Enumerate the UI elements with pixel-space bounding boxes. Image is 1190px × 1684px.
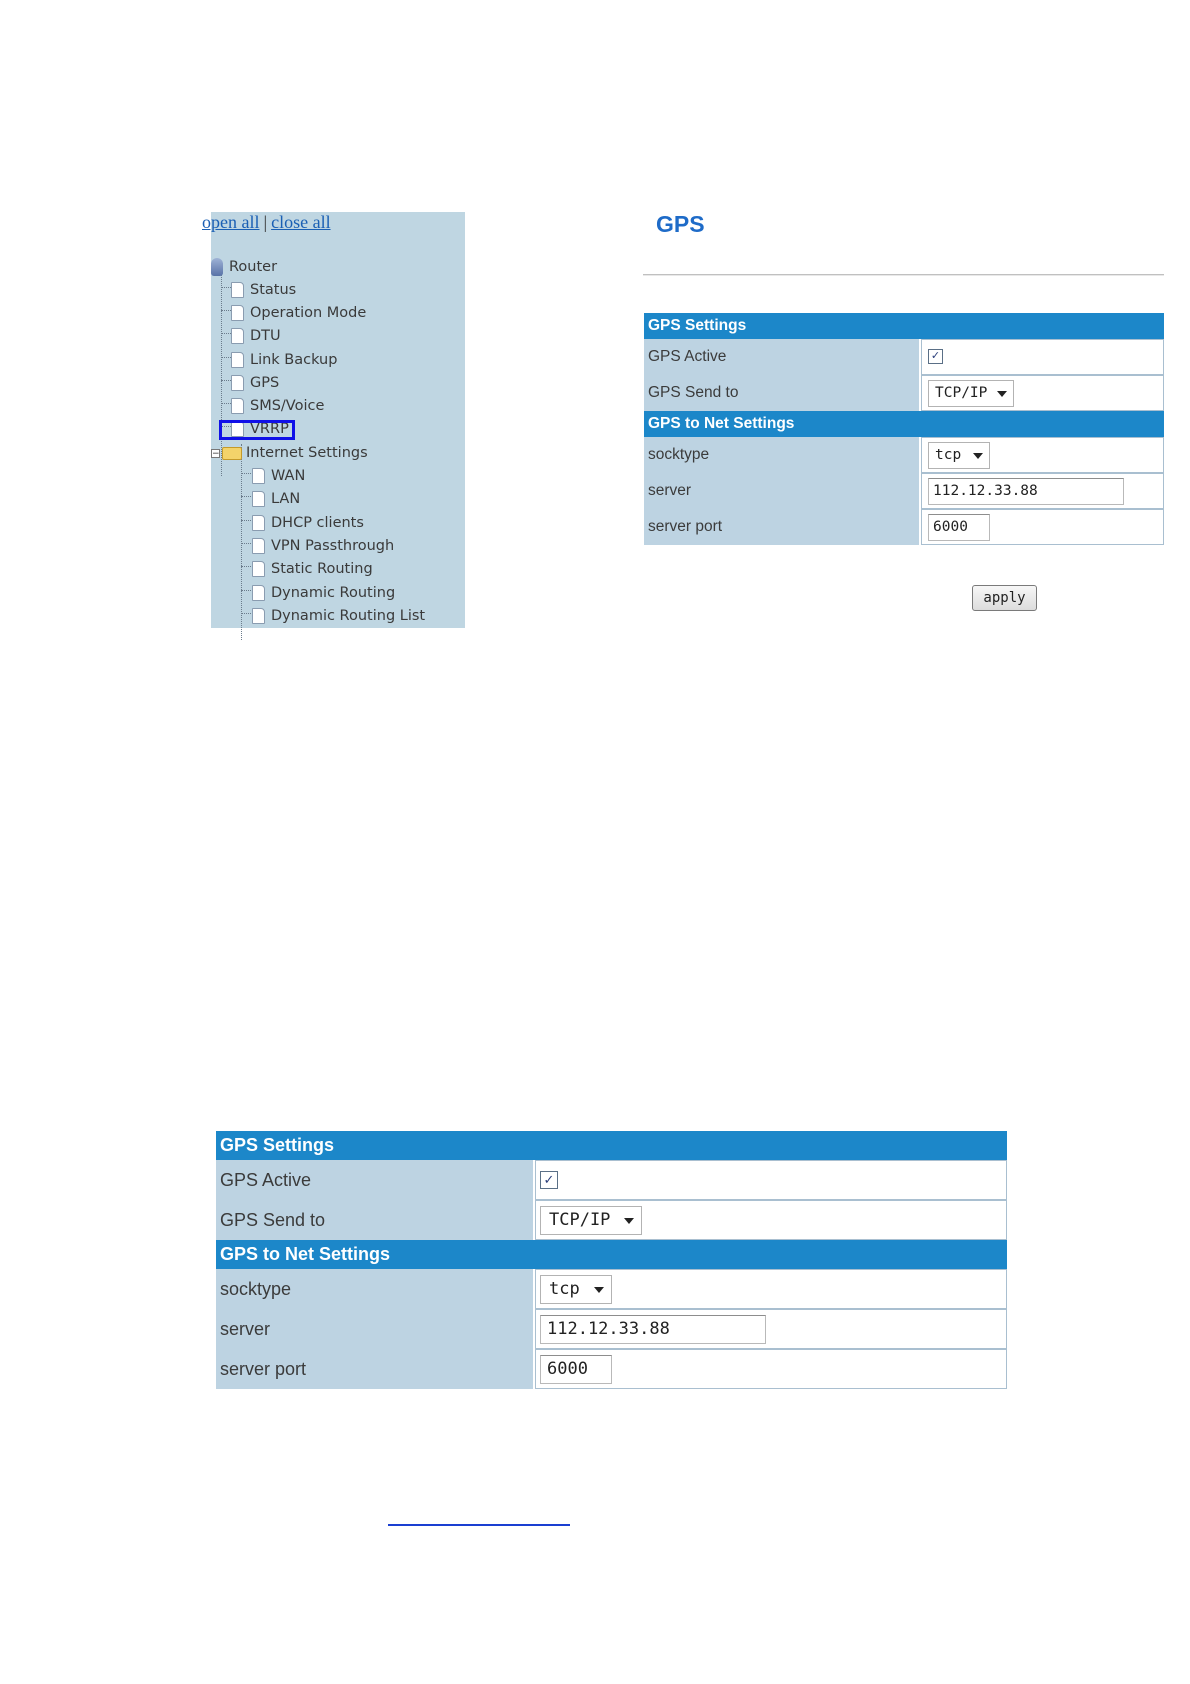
server-port-input[interactable]: 6000 [928, 514, 990, 541]
nav-separator: | [263, 212, 268, 232]
gps-settings-form [644, 313, 1164, 545]
page-icon [231, 352, 244, 368]
tree-connector [241, 543, 251, 544]
server-port-cell [535, 1349, 1007, 1389]
page-icon [231, 328, 244, 344]
nav-item-static-routing[interactable]: Static Routing [252, 558, 373, 580]
server-label: server [644, 473, 921, 509]
socktype-select[interactable] [928, 442, 990, 469]
nav-tree-panel [202, 212, 465, 628]
gps-active-checkbox[interactable]: ✓ [928, 349, 943, 364]
gps-settings-header: GPS Settings [216, 1131, 1007, 1160]
gps-highlight-box [219, 420, 295, 440]
socktype-label: socktype [644, 437, 921, 473]
server-port-cell [921, 509, 1164, 545]
router-icon [211, 258, 223, 276]
server-port-label: server port [644, 509, 921, 545]
page-icon [231, 375, 244, 391]
gps-send-to-value: TCP/IP [935, 384, 988, 401]
page-icon [252, 491, 265, 507]
nav-item-sms-voice[interactable]: SMS/Voice [231, 395, 324, 417]
socktype-cell [535, 1269, 1007, 1309]
nav-item-router[interactable]: Router [211, 256, 277, 278]
gps-net-settings-header: GPS to Net Settings [216, 1240, 1007, 1269]
tree-connector [241, 496, 251, 497]
folder-open-icon [222, 447, 242, 460]
tree-connector [221, 403, 231, 404]
socktype-select[interactable] [540, 1275, 612, 1304]
server-cell [535, 1309, 1007, 1349]
gps-send-to-label: GPS Send to [644, 375, 921, 411]
apply-button[interactable]: apply [972, 585, 1037, 611]
nav-item-dhcp-clients[interactable]: DHCP clients [252, 512, 364, 534]
page-icon [252, 468, 265, 484]
socktype-label: socktype [216, 1269, 535, 1309]
gps-net-settings-header: GPS to Net Settings [644, 411, 1164, 437]
title-divider [643, 274, 1164, 276]
nav-item-dynamic-routing[interactable]: Dynamic Routing [252, 582, 395, 604]
gps-settings-form-enlarged [216, 1131, 1007, 1389]
page-icon [252, 608, 265, 624]
page-icon [252, 585, 265, 601]
gps-send-to-select[interactable] [928, 380, 1014, 407]
page-icon [231, 305, 244, 321]
open-all-link[interactable]: open all [202, 212, 260, 232]
chevron-down-icon [594, 1287, 604, 1293]
nav-item-wan[interactable]: WAN [252, 465, 305, 487]
nav-item-status[interactable]: Status [231, 279, 296, 301]
page-icon [252, 561, 265, 577]
hyperlink-underline[interactable] [388, 1524, 570, 1526]
server-cell [921, 473, 1164, 509]
nav-item-dynamic-routing-list[interactable]: Dynamic Routing List [252, 605, 425, 627]
page-icon [231, 282, 244, 298]
nav-item-internet-settings[interactable]: − Internet Settings [212, 445, 368, 461]
collapse-icon[interactable]: − [212, 448, 220, 459]
tree-connector [221, 357, 231, 358]
tree-connector [221, 333, 231, 334]
nav-item-lan[interactable]: LAN [252, 488, 300, 510]
gps-send-to-select[interactable] [540, 1206, 642, 1235]
socktype-cell [921, 437, 1164, 473]
nav-item-operation-mode[interactable]: Operation Mode [231, 302, 366, 324]
nav-item-vrrp[interactable]: VRRP [231, 418, 289, 440]
gps-send-to-cell [921, 375, 1164, 411]
close-all-link[interactable]: close all [271, 212, 331, 232]
gps-settings-header: GPS Settings [644, 313, 1164, 339]
tree-connector [221, 310, 231, 311]
tree-connector [221, 380, 231, 381]
chevron-down-icon [624, 1218, 634, 1224]
tree-connector [241, 566, 251, 567]
tree-connector [241, 613, 251, 614]
server-input[interactable]: 112.12.33.88 [540, 1315, 766, 1344]
chevron-down-icon [997, 391, 1007, 397]
socktype-value: tcp [549, 1278, 580, 1299]
nav-item-vpn-passthrough[interactable]: VPN Passthrough [252, 535, 394, 557]
nav-expand-controls [202, 212, 331, 236]
gps-settings-form-enlarged-frame [216, 1131, 1007, 1405]
tree-connector [241, 590, 251, 591]
page-icon [252, 538, 265, 554]
page-title: GPS [656, 211, 705, 237]
server-input[interactable]: 112.12.33.88 [928, 478, 1124, 505]
tree-connector [241, 473, 251, 474]
socktype-value: tcp [935, 446, 962, 463]
nav-item-dtu[interactable]: DTU [231, 325, 281, 347]
gps-active-label: GPS Active [216, 1160, 535, 1200]
gps-send-to-cell [535, 1200, 1007, 1240]
server-port-input[interactable]: 6000 [540, 1355, 612, 1384]
nav-item-gps[interactable]: GPS [231, 372, 279, 394]
tree-connector [221, 287, 231, 288]
gps-send-to-label: GPS Send to [216, 1200, 535, 1240]
gps-send-to-value: TCP/IP [549, 1209, 611, 1230]
server-label: server [216, 1309, 535, 1349]
gps-active-cell [921, 339, 1164, 375]
gps-active-cell [535, 1160, 1007, 1200]
server-port-label: server port [216, 1349, 535, 1389]
gps-active-label: GPS Active [644, 339, 921, 375]
page-icon [252, 515, 265, 531]
nav-item-link-backup[interactable]: Link Backup [231, 349, 337, 371]
page-icon [231, 398, 244, 414]
chevron-down-icon [973, 453, 983, 459]
gps-active-checkbox[interactable]: ✓ [540, 1171, 558, 1189]
tree-connector [241, 520, 251, 521]
